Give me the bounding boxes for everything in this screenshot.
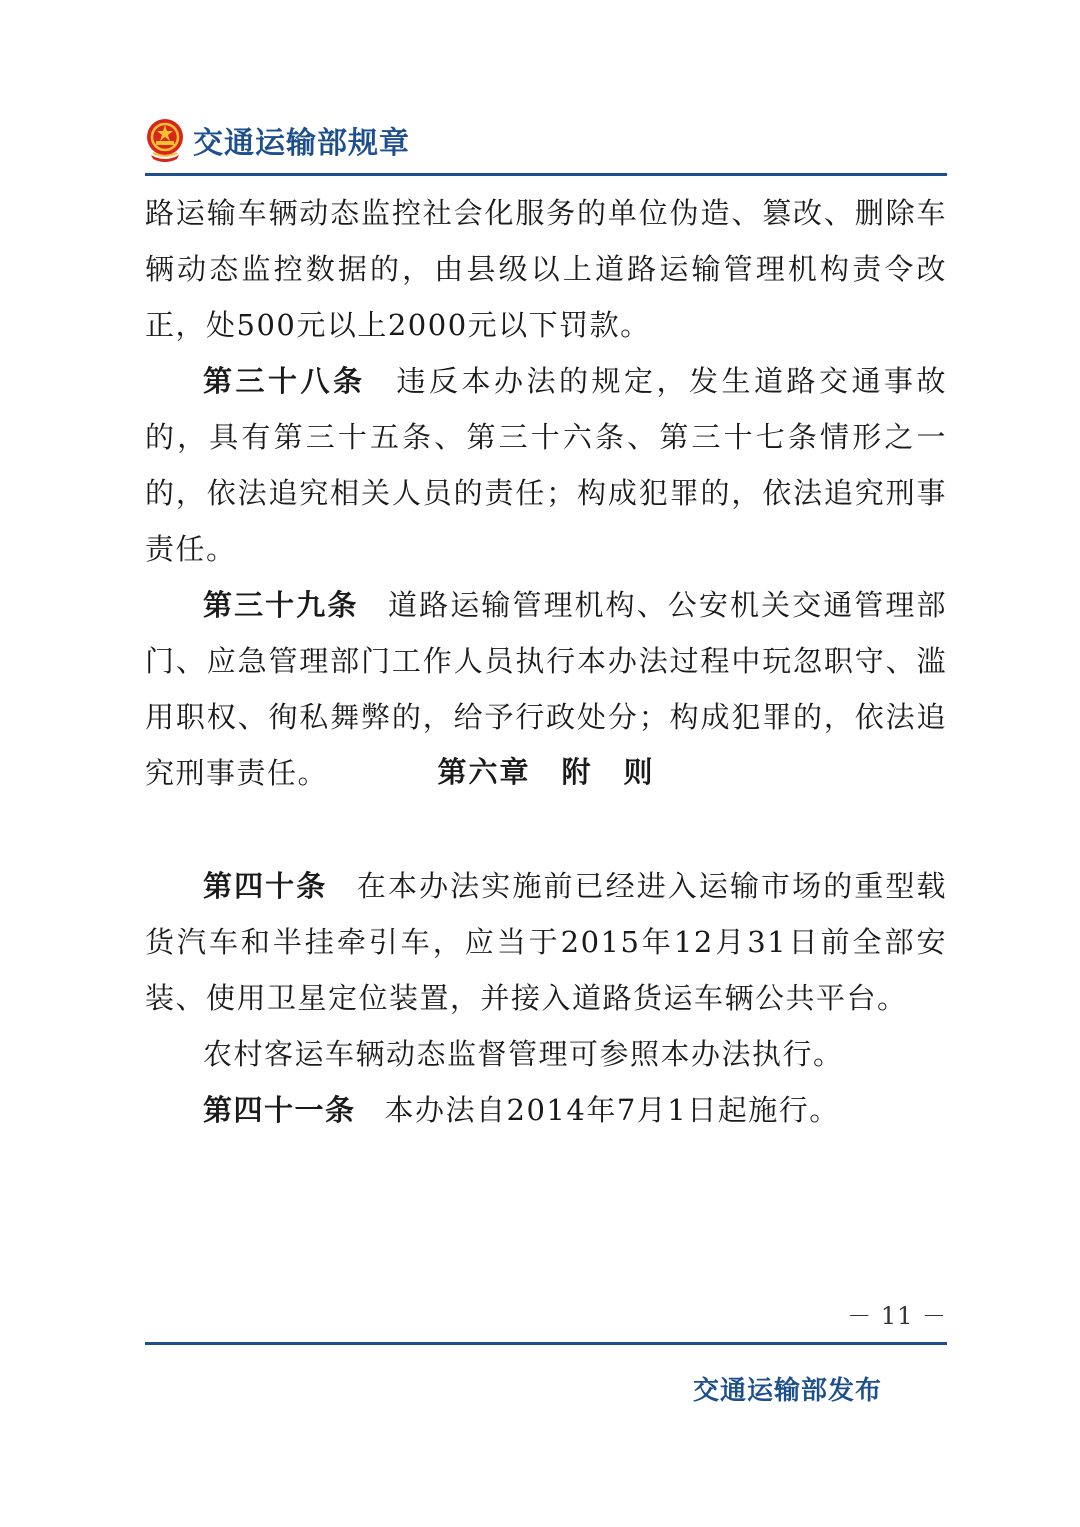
article-38-text: 违反本办法的规定，发生道路交通事故的，具有第三十五条、第三十六条、第三十七条情形之一的，依法追究相关人员的责任；构成犯罪的，依法追究刑事责任。 bbox=[145, 364, 947, 566]
body-section-1 bbox=[145, 185, 947, 801]
continuation-paragraph: 路运输车辆动态监控社会化服务的单位伪造、篡改、删除车辆动态监控数据的，由县级以上道路运输管理机构责令改正，处500元以上2000元以下罚款。 bbox=[145, 196, 947, 342]
page-number: － 11 － bbox=[847, 1302, 947, 1330]
article-38 bbox=[145, 353, 947, 577]
header-rule bbox=[145, 173, 947, 176]
article-41 bbox=[145, 1082, 947, 1138]
body-section-2 bbox=[145, 858, 947, 1138]
article-41-label: 第四十一条 bbox=[203, 1093, 356, 1127]
article-38-label: 第三十八条 bbox=[203, 364, 366, 398]
article-40-text: 在本办法实施前已经进入运输市场的重型载货汽车和半挂牵引车，应当于2015年12月31日前全部安装、使用卫星定位装置，并接入道路货运车辆公共平台。 bbox=[145, 869, 947, 1015]
article-40-label: 第四十条 bbox=[203, 869, 328, 903]
article-40 bbox=[145, 858, 947, 1026]
page-header bbox=[145, 112, 410, 168]
article-41-text: 本办法自2014年7月1日起施行。 bbox=[384, 1093, 840, 1127]
footer-rule bbox=[145, 1342, 947, 1345]
article-39-label: 第三十九条 bbox=[203, 588, 359, 622]
national-emblem-icon bbox=[145, 117, 185, 163]
article-39-text: 道路运输管理机构、公安机关交通管理部门、应急管理部门工作人员执行本办法过程中玩忽职守、滥用职权、徇私舞弊的，给予行政处分；构成犯罪的，依法追究刑事责任。 bbox=[145, 588, 947, 790]
article-40-paragraph-2: 农村客运车辆动态监督管理可参照本办法执行。 bbox=[203, 1037, 844, 1071]
footer-publisher: 交通运输部发布 bbox=[692, 1376, 882, 1406]
header-title: 交通运输部规章 bbox=[193, 126, 410, 161]
chapter-heading: 第六章 附 则 bbox=[437, 755, 655, 789]
